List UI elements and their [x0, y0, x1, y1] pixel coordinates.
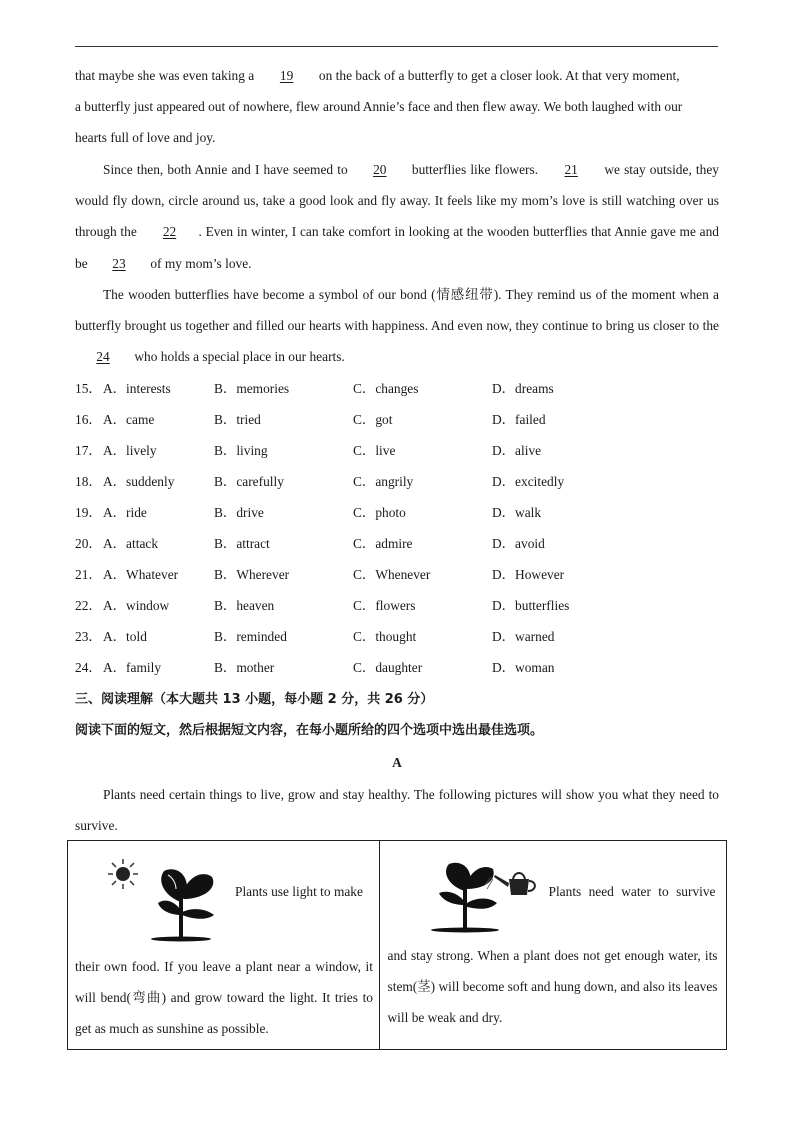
blank-19: 19	[279, 68, 294, 83]
text-run: hearts full of love and joy.	[75, 130, 216, 146]
option-c[interactable]: C．got	[353, 412, 393, 427]
question-row	[75, 559, 719, 590]
plants-table	[67, 840, 727, 1050]
option-c[interactable]: C．changes	[353, 381, 419, 396]
passage-paragraph-2	[75, 154, 719, 279]
option-b[interactable]: B．tried	[214, 412, 261, 427]
option-d[interactable]: D．warned	[492, 629, 555, 644]
option-a[interactable]: A．Whatever	[103, 567, 179, 582]
option-a[interactable]: A．interests	[103, 381, 171, 396]
light-caption: Plants use light to make	[235, 884, 363, 899]
text-run: The wooden butterflies have become a symbol of our bond (情感纽带). They remind us of the moment when a butterfly brought us together and filled our hearts with happiness. And even now, they continue to bring us closer to the	[75, 287, 719, 334]
option-d[interactable]: D．dreams	[492, 381, 554, 396]
question-number: 15．	[75, 381, 102, 396]
passage-intro: Plants need certain things to live, grow and stay healthy. The following pictures will show you what they need to survive.	[75, 787, 719, 834]
text-run: butterflies like flowers.	[407, 162, 543, 177]
question-row	[75, 466, 719, 497]
text-run: on the back of a butterfly to get a closer look. At that very moment,	[315, 68, 680, 83]
option-b[interactable]: B．living	[214, 443, 268, 458]
blank-21: 21	[564, 162, 578, 177]
water-cell	[379, 841, 726, 1050]
option-d[interactable]: D．excitedly	[492, 474, 565, 489]
question-row	[75, 435, 719, 466]
passage-paragraph-3	[75, 279, 719, 373]
question-number: 19．	[75, 505, 102, 520]
watering-can-icon	[494, 873, 535, 895]
option-b[interactable]: B．heaven	[214, 598, 275, 613]
passage-label: A	[392, 755, 402, 770]
option-a[interactable]: A．family	[103, 660, 162, 675]
option-b[interactable]: B．drive	[214, 505, 264, 520]
option-b[interactable]: B．memories	[214, 381, 290, 396]
water-text: and stay strong. When a plant does not get enough water, its stem(茎) will become soft and hung down, and also its leaves will be weak and dry.	[387, 948, 718, 1025]
option-b[interactable]: B．Wherever	[214, 567, 290, 582]
text-run: a butterfly just appeared out of nowhere, flew around Annie’s face and then flew away. We both laughed with our	[75, 99, 683, 115]
option-c[interactable]: C．angrily	[353, 474, 414, 489]
option-d[interactable]: D．butterflies	[492, 598, 570, 613]
option-d[interactable]: D．alive	[492, 443, 542, 458]
option-a[interactable]: A．suddenly	[103, 474, 175, 489]
question-row	[75, 652, 719, 683]
option-d[interactable]: D．walk	[492, 505, 542, 520]
question-number: 23．	[75, 629, 102, 644]
plant-icon	[431, 863, 499, 933]
text-run: . Even in winter, I can take comfort in looking at the wooden butterflies that Annie gave me and be	[75, 224, 719, 271]
option-b[interactable]: B．carefully	[214, 474, 284, 489]
text-run: we stay outside, they would fly down, circle around us, take a good look and fly away. It feels like my mom’s love is still watching over us through the	[75, 162, 719, 240]
text-run: who holds a special place in our hearts.	[131, 349, 345, 365]
option-d[interactable]: D．avoid	[492, 536, 545, 551]
question-number: 20．	[75, 536, 102, 551]
option-a[interactable]: A．attack	[103, 536, 159, 551]
option-c[interactable]: C．admire	[353, 536, 413, 551]
blank-24: 24	[96, 349, 110, 365]
option-c[interactable]: C．photo	[353, 505, 406, 520]
option-c[interactable]: C．live	[353, 443, 396, 458]
sun-icon	[108, 859, 138, 889]
option-b[interactable]: B．attract	[214, 536, 270, 551]
question-number: 17．	[75, 443, 102, 458]
question-number: 22．	[75, 598, 102, 613]
question-row	[75, 590, 719, 621]
light-text: their own food. If you leave a plant near a window, it will bend(弯曲) and grow toward the light. It tries to get as much as sunshine as possible.	[75, 959, 373, 1036]
option-b[interactable]: B．mother	[214, 660, 275, 675]
question-number: 18．	[75, 474, 102, 489]
header-rule	[75, 46, 718, 47]
option-d[interactable]: D．failed	[492, 412, 546, 427]
plant-icon	[151, 869, 214, 941]
option-c[interactable]: C．flowers	[353, 598, 416, 613]
question-row	[75, 404, 719, 435]
option-a[interactable]: A．lively	[103, 443, 157, 458]
option-c[interactable]: C．daughter	[353, 660, 423, 675]
question-row	[75, 497, 719, 528]
option-c[interactable]: C．Whenever	[353, 567, 431, 582]
option-c[interactable]: C．thought	[353, 629, 417, 644]
blank-22: 22	[162, 224, 177, 240]
section-instruction: 阅读下面的短文，然后根据短文内容，在每小题所给的四个选项中选出最佳选项。	[75, 723, 544, 738]
text-run: that maybe she was even taking a	[75, 68, 258, 83]
option-a[interactable]: A．told	[103, 629, 147, 644]
question-row	[75, 621, 719, 652]
option-b[interactable]: B．reminded	[214, 629, 287, 644]
sun-plant-image	[106, 857, 236, 945]
passage-paragraph-1	[75, 60, 719, 154]
option-d[interactable]: D．However	[492, 567, 565, 582]
water-caption: Plants need water to survive	[548, 884, 716, 899]
question-row	[75, 528, 719, 559]
option-a[interactable]: A．ride	[103, 505, 147, 520]
option-a[interactable]: A．came	[103, 412, 155, 427]
watering-plant-image	[425, 861, 545, 933]
option-d[interactable]: D．woman	[492, 660, 555, 675]
blank-20: 20	[373, 162, 387, 177]
section-heading: 三、阅读理解（本大题共 13 小题，每小题 2 分，共 26 分）	[75, 692, 434, 707]
text-run: of my mom’s love.	[147, 255, 252, 271]
question-row	[75, 373, 719, 404]
question-number: 16．	[75, 412, 102, 427]
question-number: 21．	[75, 567, 102, 582]
text-run: Since then, both Annie and I have seemed to	[103, 162, 352, 177]
question-number: 24．	[75, 660, 102, 675]
blank-23: 23	[112, 255, 126, 271]
light-cell	[68, 841, 380, 1050]
option-a[interactable]: A．window	[103, 598, 170, 613]
